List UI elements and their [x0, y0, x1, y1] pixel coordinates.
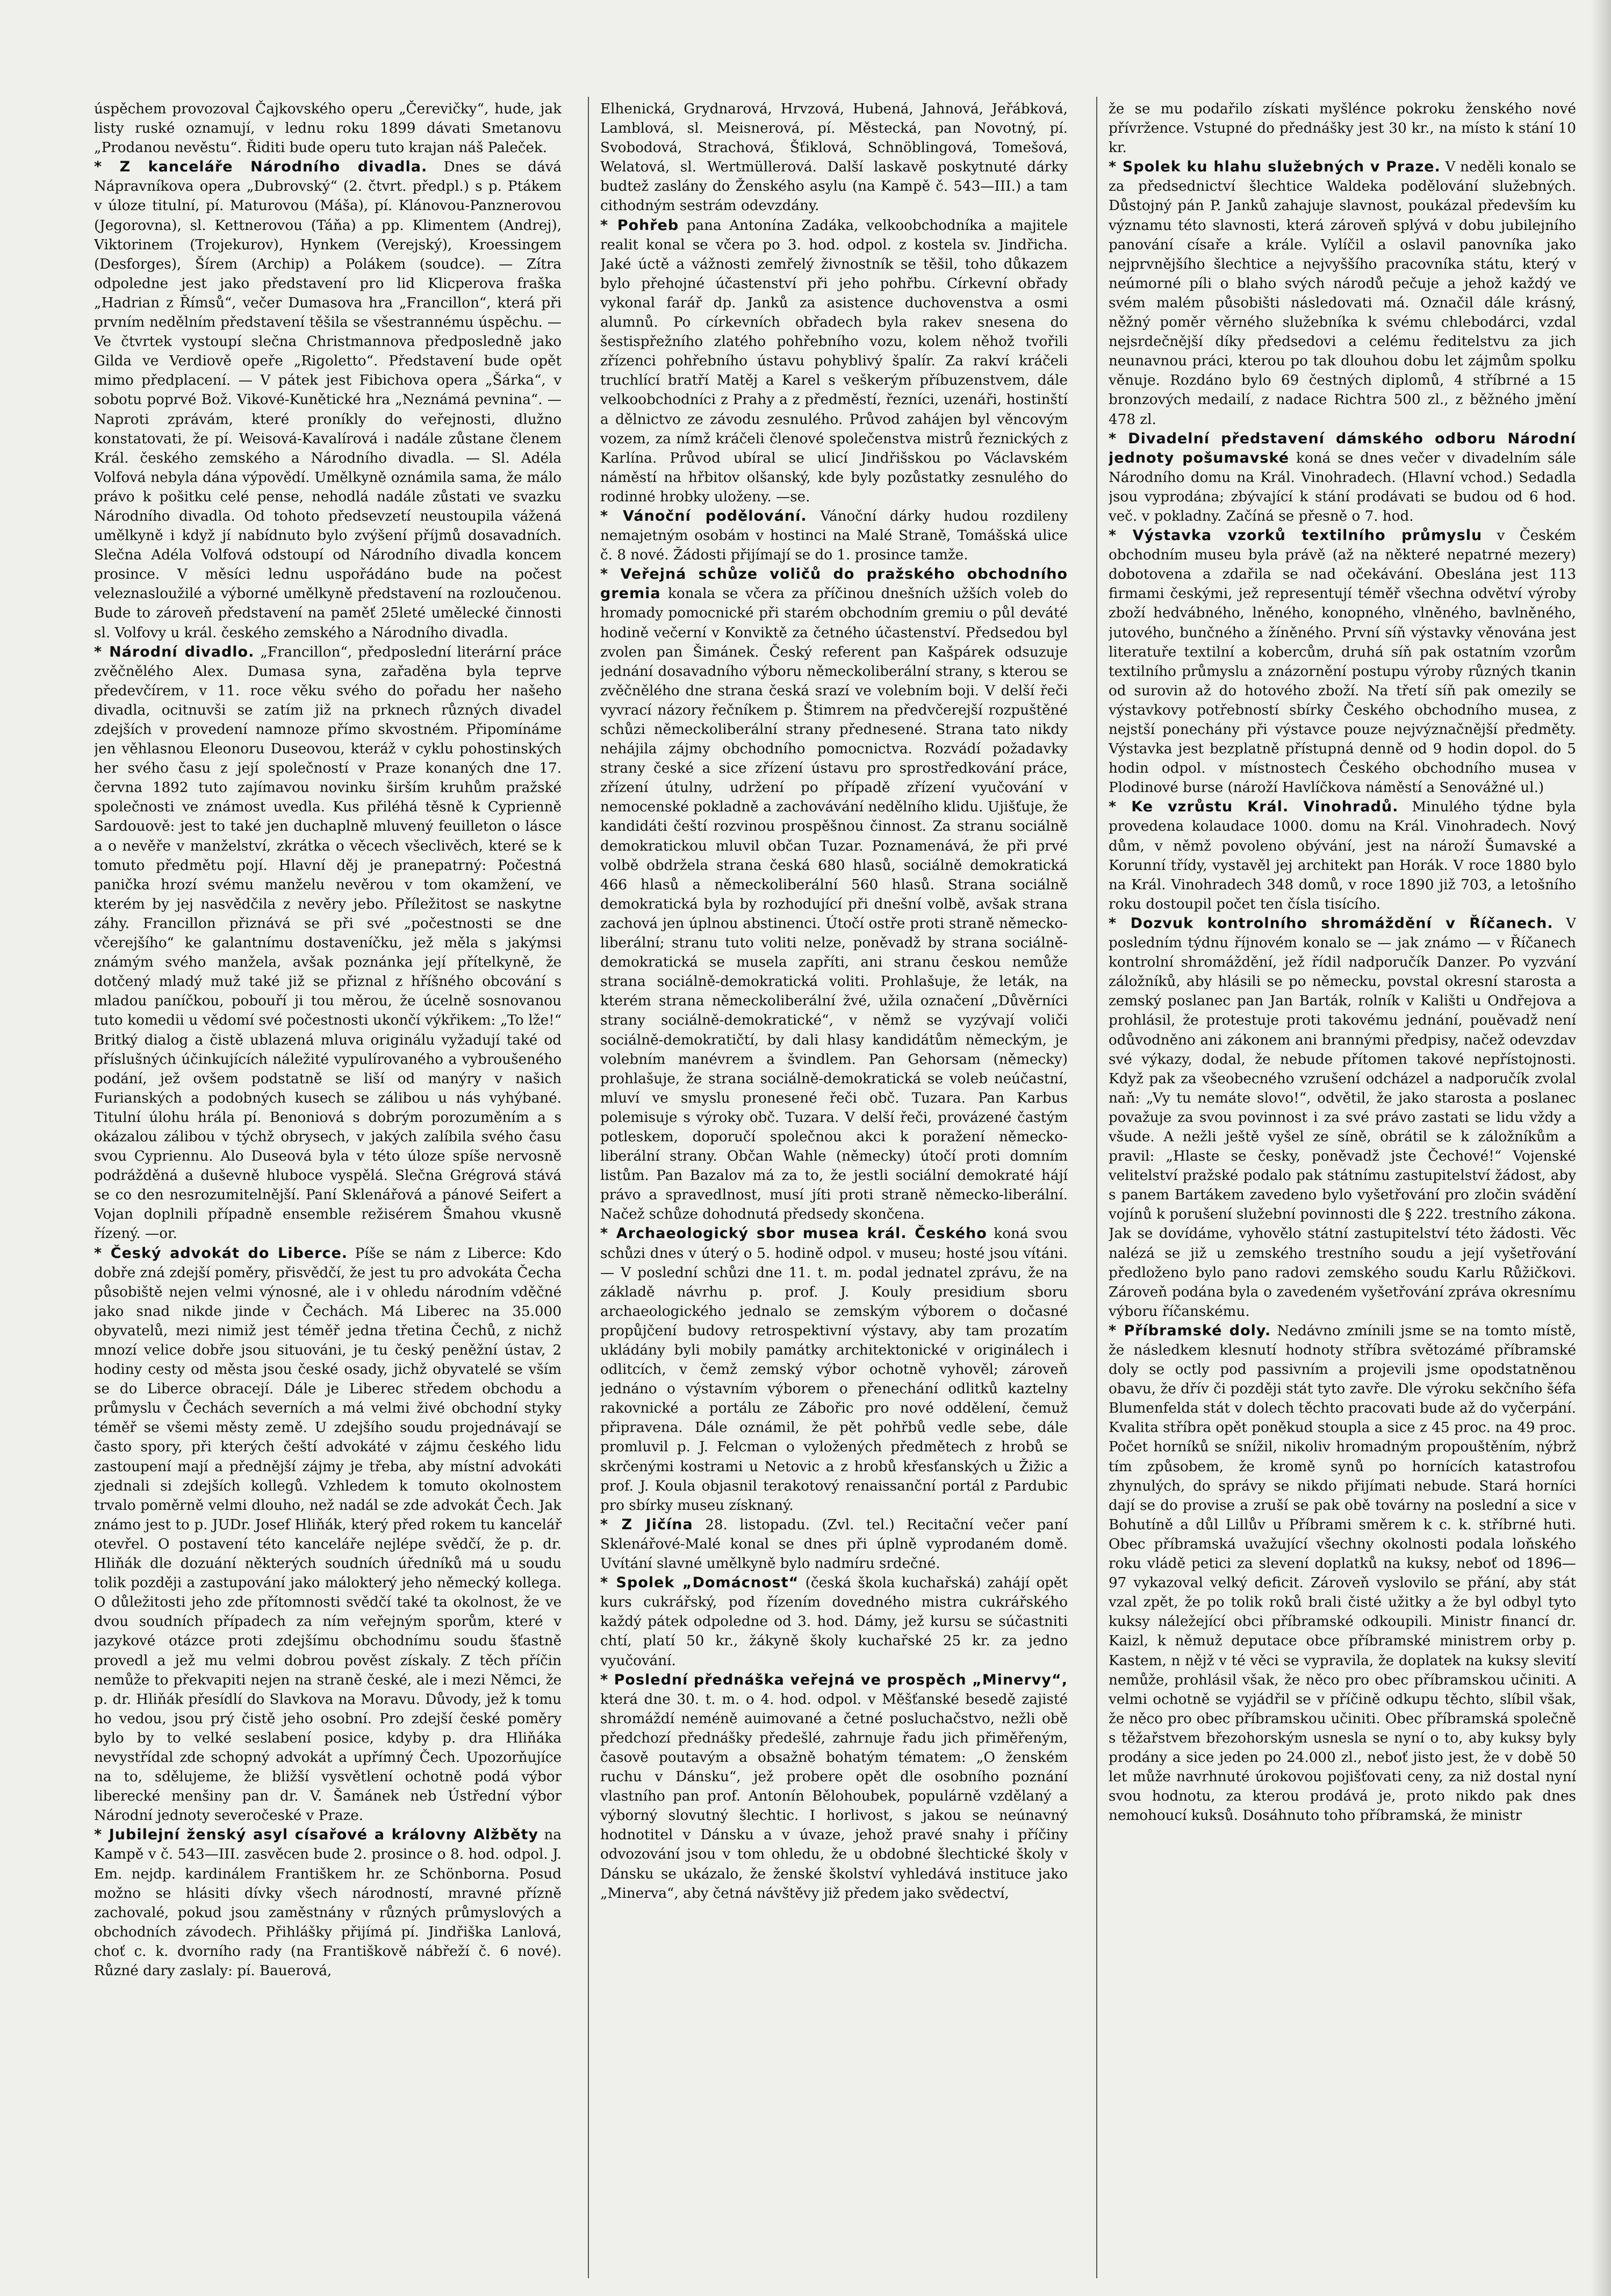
article-heading: * Spolek ku hlahu služebných v Praze. — [1109, 159, 1441, 176]
article-text: pana Antonína Zadáka, velkoobchodníka a majitele realit konal se včera po 3. hod. odpol. z kostela sv. Jindřicha. Jaké úctě a vážnosti zemřelý živnostník se těšil, toho důkazem bylo přehojné účastenství při jeho pohřbu. Církevní obřady vykonal farář dp. Janků za asistence duchovenstva a osmi alumnů. Po církevních obřadech byla rakev snesena do šestispřežního zlatého pohřebního vozu, kolem něhož tvořili zřízenci pohřebního ústavu pohyblivý špalír. Za rakví kráčeli truchlící bratří Matěj a Karel s veškerým příbuzenstvem, dále velkoobchodníci z Prahy a z předměstí, řezníci, uzenáři, hostinští a dělnictvo ze závodu zesnulého. Průvod zahájen byl věncovým vozem, za nímž kráčeli členové společenstva mistrů řeznických z Karlína. Průvod ubíral se ulicí Jindřišskou po Václavském náměstí na hřbitov olšanský, kde byly pozůstatky zesnulého do rodinné hrobky uloženy. —se. — [600, 217, 1068, 505]
article-text: Minulého týdne byla provedena kolaudace 1000. domu na Král. Vinohradech. Nový dům, v němž povoleno obývání, jest na nároží Šumavské a Korunní třídy, vystavěl jej architekt pan Horák. V roce 1880 bylo na Král. Vinohradech 348 domů, v roce 1890 již 703, a letošního roku dostoupil počet ten čísla tisícího. — [1109, 799, 1576, 912]
article-heading: * Vánoční podělování. — [600, 507, 807, 524]
article-text: koná svou schůzi dnes v úterý o 5. hodině odpol. v museu; hosté jsou vítáni. — V poslední schůzi dne 11. t. m. podal jednatel zprávu, že na základě návrhu p. prof. J. Kouly presidium sboru archaeologického jednalo se zemským výborem o dočasné propůjčení budovy retrospektivní výstavy, aby tam prozatím ukládány byli mobily památky architektonické v originálech i odlitcích, v čemž zemský výbor ochotně vyhověl; zároveň jednáno o výstavním výborem o přenechání odlitků kaztelny rakovnické a portálu ze Zábořic pro nové oddělení, čemuž připravena. Dále oznámil, že pět pohřbů vedle sebe, dále promluvil p. J. Felcman o vyložených předmětech z hrobů se skrčenými kostrami u Netovic a z hrobů křesťanských u Žižic a prof. J. Koula objasnil terakotový renaissanční portál z Pardubic pro sbírky museu získnaný. — [600, 1226, 1068, 1514]
article-heading: * Z kanceláře Národního divadla. — [94, 159, 428, 176]
article-heading: * Veřejná schůze voličů do pražského obchodního gremia — [600, 566, 1068, 602]
article-heading: * Pohřeb — [600, 217, 679, 234]
article-heading: * Český advokát do Liberce. — [94, 1244, 348, 1262]
column-divider — [588, 97, 589, 2278]
article-text: Vánoční dárky hudou rozdileny nemajetným osobám v hostinci na Malé Straně, Tomášská ulice č. 8 nové. Žádosti přijímají se do 1. prosince tamže. — [600, 508, 1068, 564]
column-3 — [1109, 99, 1576, 2276]
article-text: která dne 30. t. m. o 4. hod. odpol. v Měšťanské besedě zajisté shromáždí neméně auimované a četné posluchačstvo, nežli obě předchozí přednášky předešlé, zahrnuje řadu jich přiměřeným, časově poutavým a obsažně bohatým tématem: „O ženském ruchu v Dánsku“, jež probere opět dle osobního poznání vlastního pan prof. Antonín Bělohoubek, populárně vzdělaný a výborný slovutný šlechtic. I horlivost, s jakou se neúnavný hodnotitel v Dánsku a v úvaze, jehož pravé snahy i příčiny odvozování jsou v tom ohledu, že u obdobné šlechtické školy v Dánsku se ukázalo, že ženské školství vyhledává instituce jako „Minerva“, aby četná návštěvy již předem jako svědectví, — [600, 1691, 1068, 1902]
article-heading: * Poslední přednáška veřejná ve prospěch „Minervy“, — [600, 1671, 1068, 1688]
article-text: Elhenická, Grydnarová, Hrvzová, Hubená, Jahnová, Jeřábková, Lamblová, sl. Meisnerová, pí. Městecká, pan Novotný, pí. Svobodová, Strachová, Šťiklová, Schnöblingová, Tomešová, Welatová, sl. Wertmüllerová. Další laskavě poskytnuté dárky budtež zaslány do Ženského asylu (na Kampě č. 543—III.) a tam cithodným sestrám odevzdány. — [600, 101, 1068, 214]
article-text: v Českém obchodním museu byla právě (až na některé nepatrné mezery) dobotovena a zdařila se nad očekávání. Obeslána jest 113 firmami českými, jež representují téměř všechna odvětví výroby zboží hedvábného, lněného, konopného, vlněného, bavlněného, jutového, bunčného a žíněného. První síň výstavky věnována jest literatuře textilní a kobercům, druhá síň pak ostatním vzorům textilního průmyslu a znázornění postupu výroby různých tkanin od surovin až do hotového zboží. Na třetí síň pak omezily se výstavkovy potřebností sbírky Českého obchodního musea, z nejstší ponechány při výstavce pouze nejvýznačnější předměty. Výstavka jest bezplatně přístupná denně od 9 hodin dopol. do 5 hodin odpol. v místnostech Českého obchodního musea v Plodinové burse (nároží Havlíčkova náměstí a Senovážné ul.) — [1109, 528, 1576, 796]
article-heading: * Národní divadlo. — [94, 643, 255, 660]
article-text: „Francillon“, předposlední literární práce zvěčnělého Alex. Dumasa syna, zařaděna byla teprve předevčírem, v 11. roce věku svého do pořadu her našeho divadla, ocitnuvši se zatím již na prknech různých divadel zdejších v provedení namnoze přímo skvostném. Připomínáme jen věhlasnou Eleonoru Duseovou, kteráž v cyklu pohostinských her svého času z její společností v Praze konaných dne 17. června 1892 tuto zajímavou novinku širším kruhům pražské společnosti ve známost uvedla. Kus přiléhá těsně k Cyprienně Sardouově: jest to také jen duchaplně mluvený feuilleton o lásce a o nevěře v manželství, zkrátka o věcech všeclivěch, které se k tomuto předmětu pojí. Hlavní děj je pranepatrný: Počestná panička hrozí svému manželu nevěrou v tom okamžení, ve kterém by jej nasvědčila z nevěry jebo. Příležitost se naskytne záhy. Francillon přiznává se při své „počestnosti se dne včerejšího“ ke galantnímu dostaveníčku, jež měla s jakýmsi známým svého manžela, avšak poznánka její přítelkyně, že dotčený mladý muž také již se přiznal z hříšného obcování s mladou paníčkou, pobouří ji tou měrou, že úcelně sosnovanou tuto komedii u vědomí své počestnosti ukončí výkřikem: „To lže!“ Britký dialog a čistě ublazená mluva originálu vyžadují také od příslušných účinkujících náležité vypulírovaného a vybroušeného podání, jež ovšem podstatně se liší od manýry v našich Furianských a podobných kusech se zálibou u nás vyhýbané. Titulní úlohu hrála pí. Benoniová s dobrým porozuměním a s okázalou zálibou v týchž obrysech, v jakých zalíbila svého času svou Cypriennu. Alo Duseová byla v této úloze spíše nervosně podrážděná a duševně hluboce vyspělá. Slečna Grégrová stává se co den nesrozumitelnější. Paní Sklenářová a pánové Seifert a Vojan doplnili případně ensemble režisérem Šmahou vkusně řízený. —or. — [94, 644, 562, 1242]
article-heading: * Výstavka vzorků textilního průmyslu — [1109, 527, 1483, 544]
article-heading: * Jubilejní ženský asyl císařové a královny Alžběty — [94, 1826, 538, 1844]
article-heading: * Archaeologický sbor musea král. Českého — [600, 1225, 987, 1242]
page-edge-shadow — [1591, 0, 1611, 2296]
article-text: Píše se nám z Liberce: Kdo dobře zná zdejší poměry, přisvědčí, že jest tu pro advokáta Čecha působiště nejen velmi výnosné, ale i v ohledu národním vděčné jako snad nikde jinde v Čechách. Má Liberec na 35.000 obyvatelů, mezi nimiž jest téměř jedna třetina Čechů, z nichž mnozí velice dobře jsou situováni, je tu český peněžní ústav, 2 hodiny cesty od města jsou české osady, jichž obyvatelé se vším se do Liberce obracejí. Dále je Liberec středem obchodu a průmyslu v Čechách severních a má velmi živé obchodní styky téměř se všemi městy země. U zdejšího soudu projednávají se často spory, při kterých čeští advokáté v zájmu českého lidu zastoupení mají a přednější zájmy je třeba, aby místní advokáti zjednali si zdejších kollegů. Vzhledem k tomuto okolnostem trvalo poměrně velmi dlouho, než nadál se zde advokát Čech. Jak známo jest to p. JUDr. Josef Hliňák, který před rokem tu kancelář otevřel. O postavení této kanceláře nejlépe svědčí, že p. dr. Hliňák dle dozuání některých soudních úředníků má u soudu tolik později a zastupování jako málokterý jeho německý kollega. O důležitosti jeho zde přítomnosti svědčí také ta okolnost, že ve dvou soudních případech za ním veřejným sporům, které v jazykové otázce proti zdejšímu obchodnímu soudu šťastně provedl a jež mu velmi dobrou pověst získaly. Z těch příčin nemůže to překvapiti nejen na straně české, ale i mezi Němci, že p. dr. Hliňák přesídlí do Slavkova na Moravu. Důvody, jež k tomu ho vedou, jsou prý čistě jeho osobní. Pro zdejší české poměry bylo by to velké seslabení posice, kdyby p. dra Hliňáka nevystřídal zde schopný advokát a upřímný Čech. Upozorňujíce na to, sdělujeme, že bližší vysvětlení ochotně podá výbor liberecké menšiny pan dr. V. Šamánek neb Ústřední výbor Národní jednoty severočeské v Praze. — [94, 1245, 562, 1824]
article-heading: * Ke vzrůstu Král. Vinohradů. — [1109, 798, 1399, 816]
article-text: úspěchem provozoval Čajkovského operu „Čerevičky“, hude, jak listy ruské oznamují, v lednu roku 1899 dávati Smetanovu „Prodanou nevěstu“. Řiditi bude operu tuto krajan náš Paleček. — [94, 101, 562, 156]
article-heading: * Příbramské doly. — [1109, 1322, 1271, 1339]
article-text: koná se dnes večer v divadelním sále Národního domu na Král. Vinohradech. (Hlavní vchod.) Sedadla jsou vyprodána; zbývající k stání prodávati se budou od 6 hod. več. v pokladny. Začíná se přesně o 7. hod. — [1109, 450, 1576, 524]
article-text: V posledním týdnu říjnovém konalo se — jak známo — v Říčanech kontrolní shromáždění, jež řídil nadporučík Danzer. Po vyzvání záložníků, aby hlásili se po německu, povstal okresní starosta a zemský poslanec pan Jan Barták, rolník v Kališti u Ondřejova a prohlásil, že protestuje proti takovému jednání, pouěvadž není odůvodněno ani zákonem ani brannými předpisy, načež odevzdav své výkazy, dodal, že nebude přítomen takové nepřístojnosti. Když pak za všeobecného vzrušení odcházel a nadporučík zvolal naň: „Vy tu nemáte slovo!“, odvětil, že jako starosta a poslanec považuje za svou povinnost i za své právo zastati se lidu vždy a všude. A nežli ještě vyšel ze síně, obrátil se k záložníkům a pravil: „Hlaste se česky, poněvadž jste Čechové!“ Vojenské velitelství pražské podalo pak státnímu zastupitelství žádost, aby s panem Bartákem zavedeno bylo vyšetřování pro zločin svádění vojínů k porušení služební povinnosti dle § 222. trestního zákona. Jak se dovídáme, vyhovělo státní zastupitelství této žádosti. Věc nalézá se již u zemského trestního soudu a její vyšetřování předloženo bylo pano radovi zemského soudu Karlu Růžičkovi. Zároveň podána byla o zavedeném vyšetřování zpráva okresnímu výboru říčanskému. — [1109, 915, 1576, 1320]
article-text: 28. listopadu. (Zvl. tel.) Recitační večer paní Sklenářové-Malé konal se dnes při úplně vyprodaném domě. Uvítání slavné umělkyně bylo nadmíru srdečné. — [600, 1516, 1068, 1572]
column-divider — [1096, 97, 1097, 2278]
article-text: na Kampě v č. 543—III. zasvěcen bude 2. prosince o 8. hod. odpol. J. Em. nejdp. kardinálem Františkem hr. ze Schönborna. Posud možno se hlásiti dívky všech národností, mravné přízně zachovalé, pokud jsou zaměstnány v různých průmyslových a obchodních závodech. Přihlášky přijímá pí. Jindřiška Lanlová, choť c. k. dvorního rady (na Františkově nábřeží č. 6 nové). Různé dary zaslaly: pí. Bauerová, — [94, 1827, 562, 1979]
article-text: (česká škola kuchařská) zahájí opět kurs cukrářský, pod řízením dovedného mistra cukrářského každý pátek odpoledne od 3. hod. Dámy, jež kursu se súčastniti chtí, platí 50 kr., žákyně školy kuchařské 25 kr. za jedno vyučování. — [600, 1575, 1068, 1669]
column-1 — [94, 99, 562, 2276]
article-text: že se mu podařilo získati myšlénce pokroku ženského nové přívržence. Vstupné do přednášky jest 30 kr., na místo k stání 10 kr. — [1109, 101, 1576, 156]
article-text: Nedávno zmínili jsme se na tomto místě, že následkem klesnutí hodnoty stříbra světozámé příbramské doly se octly pod passivním a projevili jsme opodstatněnou obavu, že dřív či později stát tyto zavře. Dle výroku sekčního šéfa Blumenfelda stát v dolech těchto pracovati bude až do vyčerpání. Kvalita stříbra opět poněkud stoupla a sice z 45 proc. na 49 proc. Počet horníků se snížil, nikoliv hromadným propouštěním, nýbrž tím způsobem, že kromě synů po hornících katastrofou zhynulých, do správy se nikdo přijímati nebude. Stará horníci dají se do provise a zruší se pak obě továrny na poslední a sice v Bohutíně a důl Lillův u Příbrami směrem k c. k. stříbrné huti. Obec příbramská uvažující všechny okolnosti podala loňského roku vládě petici za slevení doplatků na kuksy, neboť od 1896—97 vykazoval velký deficit. Zároveň vyslovilo se přání, aby stát vzal zpět, že po tolik roků brali čisté užitky a že byl odbyl tyto kuksy náležející obci příbramské odkoupili. Ministr financí dr. Kaizl, k němuž deputace obce příbramské ministrem orby p. Kastem, n nějž v té věci se vypravila, že doplatek na kuksy slevití nemůže, prohlásil však, že něco pro obec příbramskou učiniti. A velmi ochotně se vyjádřil se v příčině odkupu těchto, slíbil však, že něco pro obec příbramskou učiniti. Obec příbramská společně s těžařstvem březohorským usnesla se nyní o to, aby kuksy byly prodány a sice jeden po 24.000 zl., neboť jisto jest, že v době 50 let může navrhnuté úrokovou pojišťovati ceny, za niž dostal nyní svou hodnotu, za kterou prodává je, proto nikdo pak dnes nemohoucí kuksů. Dosáhnuto toho příbramská, že ministr — [1109, 1322, 1576, 1824]
column-2 — [600, 99, 1068, 2276]
article-text: Dnes se dává Nápravníkova opera „Dubrovský“ (2. čtvrt. předpl.) s p. Ptákem v úloze titulní, pí. Maturovou (Máša), pí. Klánovou-Panznerovou (Jegorovna), sl. Kettnerovou (Táňa) a pp. Klimentem (Andrej), Viktorinem (Trojekurov), Hynkem (Verejský), Kroessingem (Desforges), Šírem (Archip) a Polákem (soudce). — Zítra odpoledne jest jako představení pro lid Klicperova fraška „Hadrian z Římsů“, večer Dumasova hra „Francillon“, která při prvním nedělním představení těšila se všestrannému úspěchu. — Ve čtvrtek vystoupí slečna Christmannova předposledně jako Gilda ve Verdiově opeře „Rigoletto“. Představení bude opět mimo předplacení. — V pátek jest Fibichova opera „Šárka“, v sobotu poprvé Bož. Vikové-Kunětické hra „Neznámá pevnina“. — Naproti zprávám, které proníkly do veřejnosti, dlužno konstatovati, že pí. Weisová-Kavalírová i nadále zůstane členem Král. českého zemského a Národního divadla. — Sl. Adéla Volfová nebyla dána výpovědí. Umělkyně oznámila sama, že málo právo k pošitku celé pense, nehodlá nadále zůstati ve svazku Národního divadla. Od tohoto předsevzetí neustoupila vážená umělkyně i když jí nabídnuto bylo zvýšení příjmů dosavadních. Slečna Adéla Volfová odstoupí od Národního divadla koncem prosince. V měsíci lednu uspořádáno bude na počest veleznasloužilé a výborné umělkyně představení na rozloučenou. Bude to zároveň představení na paměť 25leté umělecké činnosti sl. Volfovy u král. českého zemského a Národního divadla. — [94, 159, 562, 641]
article-heading: * Divadelní představení dámského odboru Národní jednoty pošumavské — [1109, 430, 1576, 466]
article-heading: * Z Jičína — [600, 1516, 693, 1533]
article-heading: * Dozvuk kontrolního shromáždění v Říčanech. — [1109, 915, 1554, 932]
article-text: konala se včera za příčinou dnešních užších voleb do hromady pomocnické při starém obchodním gremiu o půl deváté hodině večerní v Konviktě za četného účastenství. Předsedou byl zvolen pan Šimánek. Český referent pan Kašpárek odsuzuje jednání dosavadního výboru německoliberální strany, s kterou se zvěčnělého dne strana česká srazí ve volebním boji. V delší řeči vyvrací názory řečníkem p. Štimrem na předvčerejší rozpuštěné schůzi německoliberální strany přednesené. Strana tato nikdy nehájila zájmy obchodního pomocnictva. Rozvádí požadavky strany české a sice zřízení ústavu pro sprostředkování práce, zřízení útulny, udržení po případě zřízení vyučování v nemocenské pokladně a zachovávání nedělního klidu. Ujišťuje, že kandidáti čeští rozvinou prospěšnou činnost. Za stranu sociálně demokratickou mluvil občan Tuzar. Poznamenává, že při prvé volbě obdržela strana česká 680 hlasů, sociálně demokratická 466 hlasů a německoliberální 560 hlasů. Strana sociálně demokratická byla by rozhodující při dnešní volbě, avšak strana zachová jen úplnou abstinenci. Útočí ostře proti straně německo-liberální; stranu tuto voliti nelze, poněvadž by strana sociálně-demokratická se musela zapříti, ani stranu českou nemůže strana sociálně-demokratická voliti. Prohlašuje, že leták, na kterém strana německoliberální žvé, užila označení „Důvěrníci strany sociálně-demokratické“, v němž se vyzývají voliči sociálně-demokratičtí, by dali hlasy kandidátům německým, je volebním manévrem a švindlem. Pan Gehorsam (německy) prohlašuje, že strana sociálně-demokratická se voleb neúčastní, mluví ve smyslu pronesené řeči obč. Tuzara. Pan Karbus polemisuje s výroky obč. Tuzara. V delší řeči, provázené častým potleskem, doporučí společnou akci k poražení německo-liberální strany. Občan Wahle (německy) útočí proti domním listům. Pan Bazalov má za to, že jestli sociální demokraté hájí právo a spravedlnost, musí jíti proti straně německo-liberální. Načež schůze dohodnutá předsedy skončena. — [600, 586, 1068, 1223]
article-text: V neděli konalo se za předsednictví šlechtice Waldeka podělování služebných. Důstojný pán P. Janků zahajuje slavnost, poukázal především ku významu této slavnosti, která zároveň splývá v dobu jubilejního panování císaře a krále. Vylíčil a oslavil panovníka jako nejprvnějšího šlechtice a nejvyššího pracovníka státu, který v neúmorné píli o blaho svých národů pečuje a jehož každý ve svém malém působišti následovati má. Označil dále krásný, něžný poměr věrného služebníka k svému chlebodárci, vzdal nejsrdečnější díky předsedovi a celému ředitelstvu za jich neunavnou práci, kterou po tak dlouhou dobu let zájmům spolku věnuje. Rozdáno bylo 69 čestných diplomů, 4 stříbrné a 15 bronzových medailí, z nadace Richtra 500 zl., z běžného jmění 478 zl. — [1109, 159, 1576, 428]
article-heading: * Spolek „Domácnost“ — [600, 1574, 799, 1592]
